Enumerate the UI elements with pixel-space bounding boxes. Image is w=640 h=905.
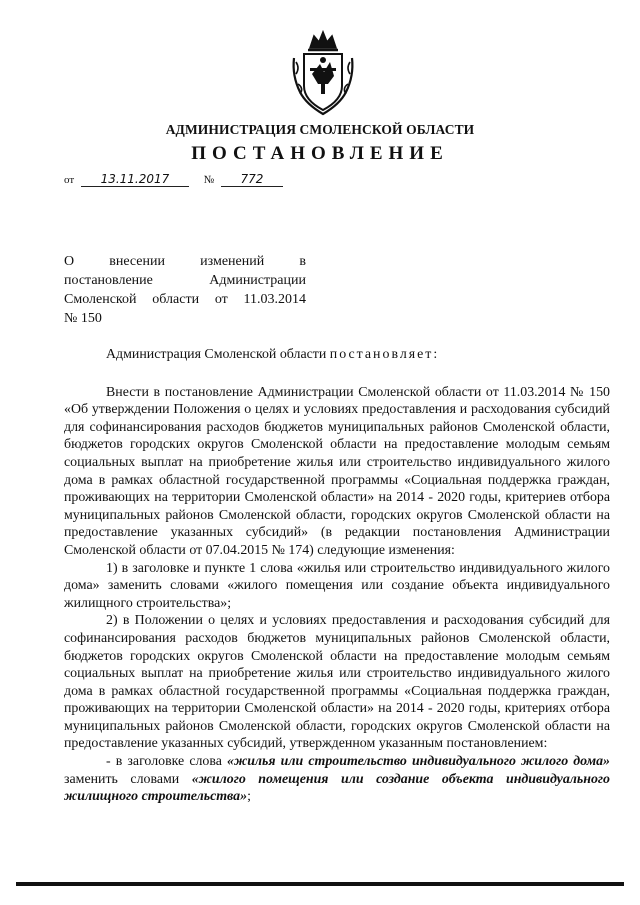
- subitem-end: ;: [247, 789, 251, 805]
- document-body: [64, 346, 610, 806]
- subitem-old-words: «жилья или строительство индивидуального жилого дома»: [227, 754, 611, 770]
- page-bottom-rule: [16, 882, 624, 886]
- decree-word: постановляет:: [329, 347, 440, 362]
- decree-lead: Администрация Смоленской области: [106, 347, 327, 362]
- document-meta: [64, 172, 283, 187]
- subitem-mid: заменить словами: [64, 771, 192, 787]
- amendment-subitem: [64, 753, 610, 806]
- subject-line: № 150: [64, 311, 102, 326]
- date-prefix: от: [64, 174, 75, 186]
- amendment-item-2: 2) в Положении о целях и условиях предоставления и расходования субсидий для софинансирования расходов бюджетов муниципальных районов Смоленской области, бюджетов городских округов Смоленской области на предоставление молодым семьям социальных выплат на приобретение жилья или строительство индивидуального жилого дома в рамках областной государственной программы «Социальная поддержка граждан, проживающих на территории Смоленской области» на 2014 - 2020 годы, критериях отбора муниципальных районов Смоленской области, городских округов Смоленской области на предоставление указанных субсидий, утвержденном указанным постановлением:: [64, 613, 610, 752]
- amendment-item-1: 1) в заголовке и пункте 1 слова «жилья или строительство индивидуального жилого дома» заменить словами «жилого помещения или создание объекта индивидуального жилищного строительства»;: [64, 560, 610, 611]
- decree-paragraph: [64, 346, 610, 364]
- subject-line: постановление Администрации: [64, 273, 306, 288]
- subitem-lead: - в заголовке слова: [106, 754, 228, 770]
- document-number: 772: [221, 172, 283, 187]
- number-prefix: №: [203, 174, 215, 186]
- document-subject: [64, 252, 306, 328]
- coat-of-arms-emblem: [290, 28, 356, 116]
- subitem-new-words: «жилого помещения или создание объекта индивидуального жилищного строительства»: [64, 771, 610, 805]
- organization-title: АДМИНИСТРАЦИЯ СМОЛЕНСКОЙ ОБЛАСТИ: [165, 122, 475, 137]
- intro-paragraph: Внести в постановление Администрации Смоленской области от 11.03.2014 № 150 «Об утверждении Положения о целях и условиях предоставления и расходования субсидий для софинансирования расходов бюджетов муниципальных районов Смоленской области, бюджетов городских округов Смоленской области на предоставление молодым семьям социальных выплат на приобретение жилья или строительство индивидуального жилого дома в рамках областной государственной программы «Социальная поддержка граждан, проживающих на территории Смоленской области» на 2014 - 2020 годы, критериев отбора муниципальных районов Смоленской области, городских округов Смоленской области на предоставление указанных субсидий» (в редакции постановления Администрации Смоленской области от 07.04.2015 № 174) следующие изменения:: [64, 384, 610, 558]
- document-type-title: ПОСТАНОВЛЕНИЕ: [191, 143, 449, 164]
- subject-line: О внесении изменений в: [64, 254, 306, 269]
- subject-line: Смоленской области от 11.03.2014: [64, 292, 306, 307]
- document-date: 13.11.2017: [81, 172, 189, 187]
